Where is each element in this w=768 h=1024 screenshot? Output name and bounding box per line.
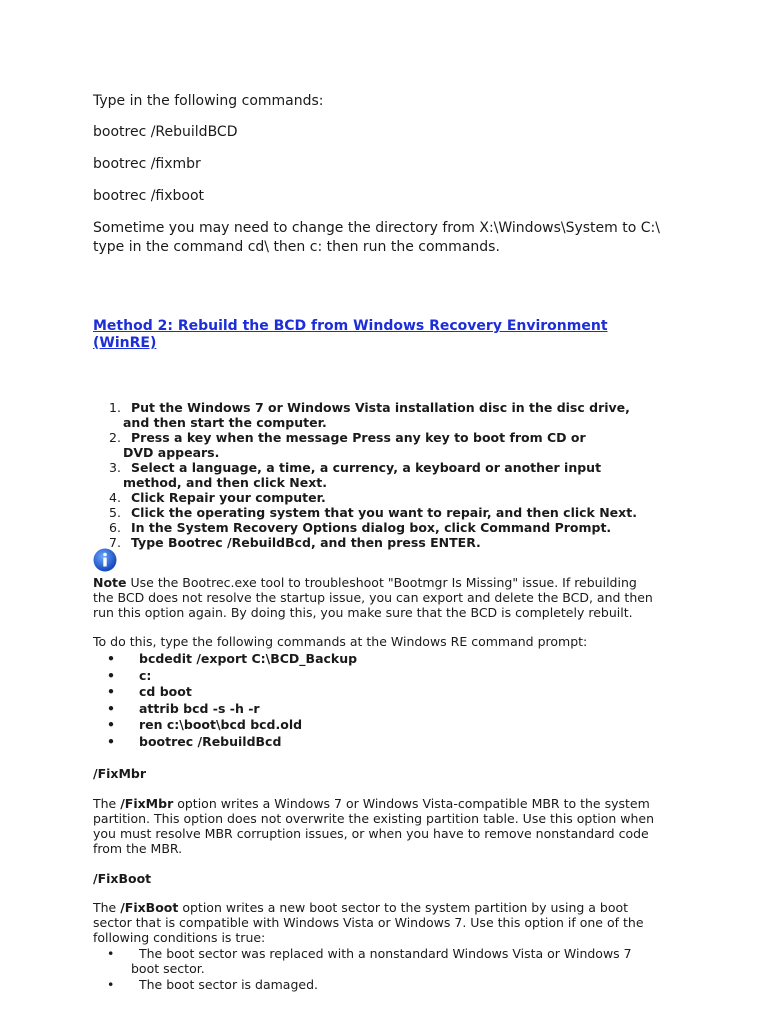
step-text: Put the Windows 7 or Windows Vista installation disc in the disc drive, bbox=[131, 400, 630, 415]
command-rebuildbcd: bootrec /RebuildBCD bbox=[93, 124, 238, 140]
step-number: 5. bbox=[109, 505, 121, 520]
command-text: c: bbox=[139, 667, 152, 683]
condition-item bbox=[93, 977, 693, 992]
fixmbr-line-2: partition. This option does not overwrite the existing partition table. Use this option when bbox=[93, 811, 655, 826]
condition-text: boot sector. bbox=[131, 961, 205, 976]
fixboot-heading: /FixBoot bbox=[93, 871, 152, 886]
fixmbr-line-1: option writes a Windows 7 or Windows Vista-compatible MBR to the system bbox=[173, 796, 650, 811]
step-item bbox=[93, 505, 693, 520]
bullet-icon: • bbox=[107, 700, 115, 716]
fixboot-paragraph bbox=[93, 900, 713, 945]
command-fixboot: bootrec /fixboot bbox=[93, 188, 205, 204]
bullet-icon: • bbox=[107, 651, 115, 666]
note-line-2: the BCD does not resolve the startup issue, you can export and delete the BCD, and then bbox=[93, 590, 653, 605]
step-item bbox=[93, 520, 693, 535]
fixboot-line-2: sector that is compatible with Windows Vista or Windows 7. Use this option if one of the bbox=[93, 915, 644, 930]
method-2-heading-link[interactable] bbox=[93, 318, 653, 352]
fixmbr-pre: The bbox=[93, 796, 121, 811]
fixboot-line-1: option writes a new boot sector to the system partition by using a boot bbox=[178, 900, 629, 915]
step-number: 4. bbox=[109, 490, 121, 505]
step-number: 2. bbox=[109, 430, 121, 445]
step-text: Press a key when the message Press any key to boot from CD or bbox=[131, 430, 586, 445]
step-text: In the System Recovery Options dialog box, click Command Prompt. bbox=[131, 520, 612, 535]
command-text: bcdedit /export C:\BCD_Backup bbox=[139, 651, 358, 666]
bullet-icon: • bbox=[107, 684, 115, 699]
condition-text: The boot sector is damaged. bbox=[139, 977, 318, 992]
step-number: 7. bbox=[109, 535, 121, 550]
step-item bbox=[93, 430, 693, 460]
step-item bbox=[93, 400, 693, 430]
intro-text: Type in the following commands: bbox=[93, 93, 324, 109]
command-item bbox=[93, 734, 693, 751]
fixmbr-heading: /FixMbr bbox=[93, 766, 147, 781]
step-item bbox=[93, 535, 693, 550]
command-text: bootrec /RebuildBcd bbox=[139, 733, 282, 749]
method-2-title-line-2: (WinRE) bbox=[93, 335, 157, 351]
command-text: cd boot bbox=[139, 684, 192, 699]
method-2-title-line-1: Method 2: Rebuild the BCD from Windows Recovery Environment bbox=[93, 318, 608, 334]
note-line-1: Use the Bootrec.exe tool to troubleshoot "Bootmgr Is Missing" issue. If rebuilding bbox=[126, 575, 637, 590]
step-text: Type Bootrec /RebuildBcd, and then press ENTER. bbox=[131, 535, 481, 550]
fixmbr-term: /FixMbr bbox=[120, 796, 174, 811]
command-item bbox=[93, 717, 693, 734]
fixboot-line-3: following conditions is true: bbox=[93, 930, 266, 945]
condition-text: The boot sector was replaced with a nonstandard Windows Vista or Windows 7 bbox=[139, 946, 632, 961]
note-label: Note bbox=[93, 575, 127, 590]
command-item bbox=[93, 701, 693, 718]
bullet-icon: • bbox=[107, 946, 115, 961]
command-item bbox=[93, 651, 693, 668]
command-fixmbr: bootrec /fixmbr bbox=[93, 156, 201, 172]
info-icon bbox=[93, 548, 117, 572]
todo-intro: To do this, type the following commands at the Windows RE command prompt: bbox=[93, 634, 588, 649]
step-number: 3. bbox=[109, 460, 121, 475]
step-text: method, and then click Next. bbox=[123, 475, 328, 490]
bullet-icon: • bbox=[107, 733, 115, 749]
fixboot-conditions-list bbox=[93, 946, 693, 993]
condition-item bbox=[93, 946, 693, 976]
fixmbr-paragraph bbox=[93, 796, 713, 856]
step-text: Click the operating system that you want to repair, and then click Next. bbox=[131, 505, 637, 520]
step-number: 1. bbox=[109, 400, 121, 415]
fixmbr-line-4: from the MBR. bbox=[93, 841, 183, 856]
bullet-icon: • bbox=[107, 717, 115, 732]
command-item bbox=[93, 684, 693, 701]
bullet-icon: • bbox=[107, 977, 115, 992]
step-number: 6. bbox=[109, 520, 121, 535]
bullet-icon: • bbox=[107, 667, 115, 683]
step-item bbox=[93, 460, 693, 490]
step-text: and then start the computer. bbox=[123, 415, 327, 430]
fixboot-pre: The bbox=[93, 900, 121, 915]
command-bullet-list bbox=[93, 651, 693, 750]
note-line-3: run this option again. By doing this, you make sure that the BCD is completely rebuilt. bbox=[93, 605, 633, 620]
steps-list bbox=[93, 400, 693, 550]
directory-note-line-2: type in the command cd\ then c: then run the commands. bbox=[93, 239, 500, 255]
command-text: ren c:\boot\bcd bcd.old bbox=[139, 717, 303, 732]
fixboot-term: /FixBoot bbox=[120, 900, 179, 915]
step-text: Select a language, a time, a currency, a keyboard or another input bbox=[131, 460, 602, 475]
step-text: DVD appears. bbox=[123, 445, 220, 460]
directory-note-line-1: Sometime you may need to change the directory from X:\Windows\System to C:\ bbox=[93, 220, 660, 236]
note-paragraph bbox=[93, 575, 713, 620]
command-item bbox=[93, 668, 693, 685]
step-item bbox=[93, 490, 693, 505]
fixmbr-line-3: you must resolve MBR corruption issues, or when you have to remove nonstandard code bbox=[93, 826, 649, 841]
step-text: Click Repair your computer. bbox=[131, 490, 326, 505]
command-text: attrib bcd -s -h -r bbox=[139, 700, 260, 716]
